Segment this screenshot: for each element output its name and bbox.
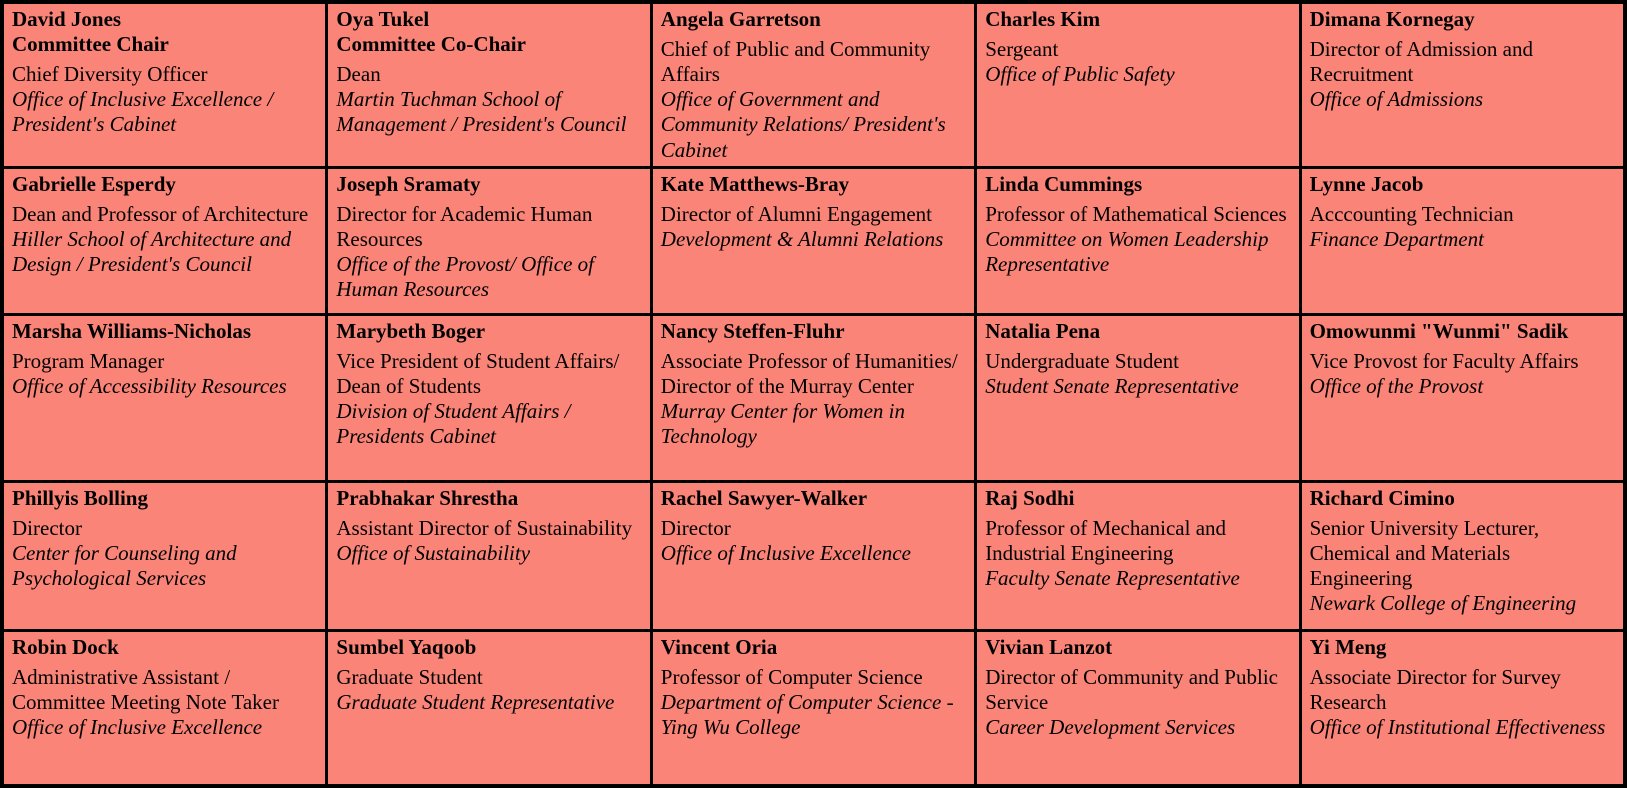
member-organization: Graduate Student Representative [336,689,615,714]
member-organization: Office of Inclusive Excellence [12,715,263,740]
member-name: Richard Cimino [1309,486,1455,510]
member-name: Omowunmi "Wunmi" Sadik [1309,319,1569,343]
member-job-title: Director of Admission and Recruitment [1309,36,1533,86]
member-organization: Office of Inclusive Excellence [660,540,911,565]
member-organization: Office of Sustainability [336,540,531,565]
member-card [653,169,974,313]
member-header [12,319,317,344]
member-card [1302,169,1623,313]
member-card [1302,316,1623,480]
member-organization: Murray Center for Women in Technology [660,399,906,449]
member-organization: Hiller School of Architecture and Design / President's Council [12,226,292,277]
member-organization: Career Development Services [985,715,1236,740]
member-organization: Office of Accessibility Resources [12,373,287,398]
member-name: Charles Kim [985,7,1101,31]
member-card [4,483,325,629]
member-job-title: Administrative Assistant / Committee Meeting Note Taker [12,664,279,714]
member-job-title: Chief of Public and Community Affairs [660,36,931,86]
member-name: Vivian Lanzot [985,635,1113,659]
member-name: Gabrielle Esperdy [12,172,176,196]
member-name: Vincent Oria [660,635,778,659]
member-header [12,172,317,197]
member-card [4,169,325,313]
member-job-title: Professor of Computer Science [660,664,923,689]
member-job-title: Vice Provost for Faculty Affairs [1309,348,1579,373]
member-job-title: Director of Community and Public Service [985,664,1278,714]
member-name: Oya Tukel [336,7,430,31]
member-header [12,635,317,660]
member-card [1302,632,1623,784]
member-header [661,319,966,344]
member-name: Marsha Williams-Nicholas [12,319,251,343]
member-name: Marybeth Boger [336,319,486,343]
member-header [336,172,641,197]
member-organization: Office of Admissions [1309,87,1484,112]
member-job-title: Director [12,515,82,540]
member-header [661,486,966,511]
member-header [985,486,1290,511]
member-header [336,486,641,511]
member-header [336,7,641,57]
member-card [328,169,649,313]
member-organization: Department of Computer Science - Ying Wu College [660,689,954,740]
member-card [977,4,1298,166]
member-job-title: Chief Diversity Officer [12,61,208,86]
member-card [1302,4,1623,166]
member-header [661,7,966,32]
member-header [985,319,1290,344]
member-header [661,635,966,660]
member-card [328,316,649,480]
member-card [653,632,974,784]
member-header [12,486,317,511]
member-organization: Committee on Women Leadership Representative [985,226,1269,277]
member-card [977,316,1298,480]
member-committee-role: Committee Co-Chair [336,31,526,56]
member-name: Kate Matthews-Bray [660,172,850,196]
member-organization: Office of Government and Community Relations/ President's Cabinet [660,87,946,162]
member-card [328,632,649,784]
member-card [653,4,974,166]
member-header [1310,319,1615,344]
member-name: Joseph Sramaty [336,172,481,196]
member-organization: Martin Tuchman School of Management / President's Council [336,86,627,136]
member-card [977,483,1298,629]
member-job-title: Director [660,515,731,540]
member-card [653,483,974,629]
member-job-title: Director for Academic Human Resources [336,201,593,251]
member-header [336,319,641,344]
member-header [1310,172,1615,197]
member-job-title: Assistant Director of Sustainability [336,515,633,540]
member-name: David Jones [12,7,122,31]
member-organization: Newark College of Engineering [1309,591,1577,616]
member-card [4,632,325,784]
member-job-title: Senior University Lecturer, Chemical and Materials Engineering [1309,515,1540,591]
member-card [328,4,649,166]
member-job-title: Graduate Student [336,664,483,689]
member-header [1310,7,1615,32]
member-job-title: Program Manager [12,348,165,373]
member-organization: Office of the Provost [1309,373,1484,398]
member-name: Sumbel Yaqoob [336,635,477,659]
member-job-title: Dean [336,61,381,86]
member-name: Rachel Sawyer-Walker [660,486,868,510]
member-header [661,172,966,197]
member-name: Linda Cummings [985,172,1143,196]
member-card [328,483,649,629]
member-header [336,635,641,660]
member-header [985,172,1290,197]
member-job-title: Vice President of Student Affairs/ Dean of Students [336,348,620,398]
member-job-title: Dean and Professor of Architecture [12,201,309,226]
member-job-title: Director of Alumni Engagement [660,201,932,226]
member-name: Prabhakar Shrestha [336,486,519,510]
member-job-title: Professor of Mechanical and Industrial Engineering [985,515,1227,565]
member-name: Natalia Pena [985,319,1101,343]
member-organization: Faculty Senate Representative [985,566,1240,591]
member-job-title: Sergeant [985,36,1059,61]
member-job-title: Associate Professor of Humanities/ Director of the Murray Center [660,348,958,398]
member-organization: Student Senate Representative [985,373,1239,398]
member-job-title: Associate Director for Survey Research [1309,664,1561,714]
member-name: Robin Dock [12,635,119,659]
member-card [653,316,974,480]
member-name: Nancy Steffen-Fluhr [660,319,845,343]
member-header [12,7,317,57]
member-card [4,4,325,166]
member-card [4,316,325,480]
member-organization: Finance Department [1309,226,1484,251]
member-organization: Office of Institutional Effectiveness [1309,715,1606,740]
member-card [977,632,1298,784]
member-organization: Development & Alumni Relations [660,226,944,251]
member-name: Lynne Jacob [1309,172,1424,196]
member-organization: Office of Inclusive Excellence / President's Cabinet [12,86,274,136]
member-organization: Division of Student Affairs / Presidents Cabinet [336,399,571,449]
member-card [1302,483,1623,629]
member-name: Angela Garretson [660,7,821,31]
member-organization: Office of the Provost/ Office of Human Resources [336,252,594,302]
member-header [985,635,1290,660]
member-name: Yi Meng [1309,635,1387,659]
member-organization: Center for Counseling and Psychological Services [12,540,237,591]
member-header [1310,635,1615,660]
member-organization: Office of Public Safety [985,61,1175,86]
member-name: Raj Sodhi [985,486,1075,510]
member-card [977,169,1298,313]
member-committee-role: Committee Chair [12,31,169,56]
member-header [985,7,1290,32]
member-job-title: Undergraduate Student [985,348,1179,373]
member-job-title: Professor of Mathematical Sciences [985,201,1287,226]
member-job-title: Acccounting Technician [1309,201,1514,226]
member-name: Phillyis Bolling [12,486,148,510]
member-header [1310,486,1615,511]
member-name: Dimana Kornegay [1309,7,1475,31]
